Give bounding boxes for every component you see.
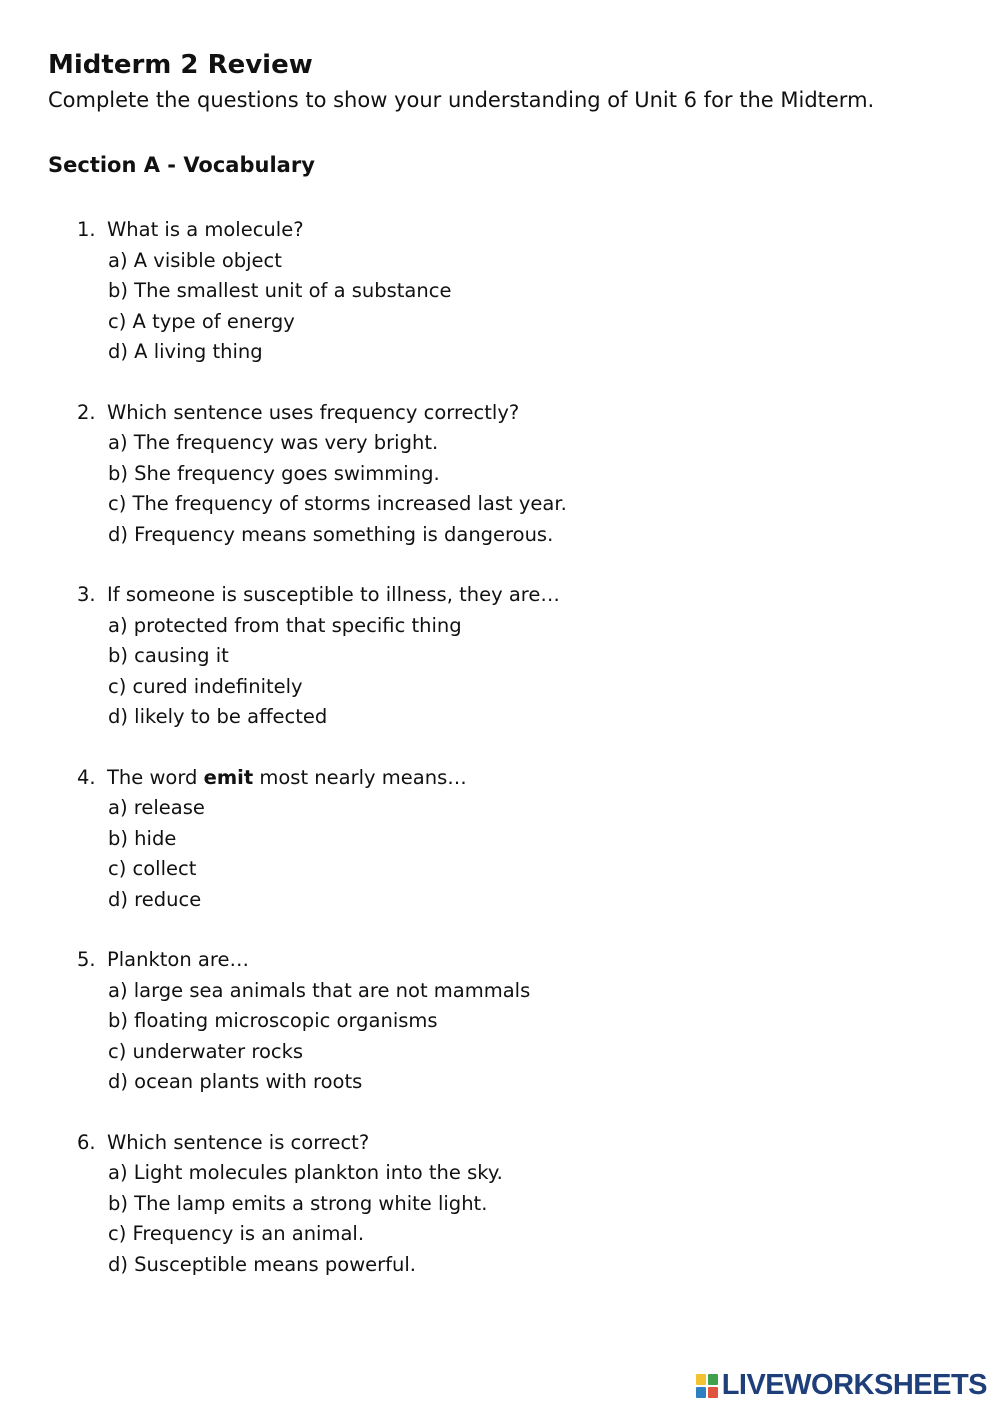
option-list (48, 428, 948, 550)
option-c[interactable]: c) Frequency is an animal. (108, 1222, 365, 1245)
option-d[interactable]: d) Susceptible means powerful. (108, 1252, 417, 1276)
option-list (48, 976, 948, 1098)
liveworksheets-logo (696, 1369, 987, 1402)
question-3 (48, 580, 948, 733)
option-b[interactable]: b) She frequency goes swimming. (108, 461, 440, 485)
option-a[interactable]: a) release (108, 796, 205, 819)
option-b[interactable]: b) The smallest unit of a substance (108, 279, 452, 302)
option-a[interactable]: a) protected from that specific thing (108, 613, 462, 637)
question-text (107, 763, 467, 794)
question-5 (48, 945, 948, 1098)
option-d[interactable]: d) reduce (108, 887, 202, 911)
option-list (48, 246, 948, 368)
question-text: Which sentence is correct? (107, 1130, 370, 1154)
option-list (48, 611, 948, 733)
question-number: 4. (77, 765, 96, 789)
option-list (48, 1158, 948, 1280)
option-a[interactable]: a) The frequency was very bright. (108, 431, 439, 454)
worksheet-page (48, 46, 948, 1310)
question-number: 5. (77, 948, 96, 971)
question-number: 6. (77, 1130, 96, 1154)
option-c[interactable]: c) A type of energy (108, 309, 295, 333)
logo-block-yellow (696, 1374, 706, 1385)
option-b[interactable]: b) The lamp emits a strong white light. (108, 1191, 488, 1215)
question-text: What is a molecule? (107, 218, 304, 241)
option-b[interactable]: b) floating microscopic organisms (108, 1009, 438, 1032)
question-text-before: The word (107, 765, 204, 789)
option-a[interactable]: a) A visible object (108, 248, 282, 272)
question-list (48, 215, 948, 1280)
logo-block-red (708, 1387, 718, 1398)
intro-text: Complete the questions to show your understanding of Unit 6 for the Midterm. (48, 88, 875, 112)
question-text: Which sentence uses frequency correctly? (107, 400, 520, 424)
question-text: If someone is susceptible to illness, they are… (107, 583, 560, 606)
logo-text-prefix: LIVE (721, 1369, 785, 1401)
question-number: 2. (77, 400, 96, 424)
option-c[interactable]: c) collect (108, 857, 197, 880)
option-c[interactable]: c) underwater rocks (108, 1039, 304, 1063)
question-text: Plankton are… (107, 948, 249, 971)
option-d[interactable]: d) likely to be affected (108, 705, 328, 728)
question-number: 1. (77, 218, 96, 241)
option-d[interactable]: d) Frequency means something is dangerous. (108, 522, 554, 546)
section-title: Section A - Vocabulary (48, 153, 315, 177)
question-number: 3. (77, 583, 96, 606)
option-a[interactable]: a) Light molecules plankton into the sky. (108, 1161, 503, 1184)
logo-block-blue (696, 1387, 706, 1398)
option-list (48, 793, 948, 915)
question-4 (48, 763, 948, 916)
question-keyword: emit (203, 765, 254, 789)
option-d[interactable]: d) A living thing (108, 340, 263, 363)
question-2 (48, 398, 948, 551)
logo-text (722, 1369, 987, 1402)
logo-blocks-icon (696, 1374, 718, 1398)
option-b[interactable]: b) causing it (108, 644, 229, 667)
option-b[interactable]: b) hide (108, 826, 177, 850)
option-a[interactable]: a) large sea animals that are not mammals (108, 978, 531, 1002)
option-c[interactable]: c) The frequency of storms increased last year. (108, 492, 567, 515)
logo-text-suffix: WORKSHEETS (784, 1369, 987, 1401)
page-title: Midterm 2 Review (48, 50, 313, 80)
question-text-after: most nearly means… (253, 765, 467, 789)
option-d[interactable]: d) ocean plants with roots (108, 1070, 363, 1093)
option-c[interactable]: c) cured indefinitely (108, 674, 303, 698)
question-6 (48, 1128, 948, 1281)
logo-block-green (708, 1374, 718, 1385)
question-1 (48, 215, 948, 368)
